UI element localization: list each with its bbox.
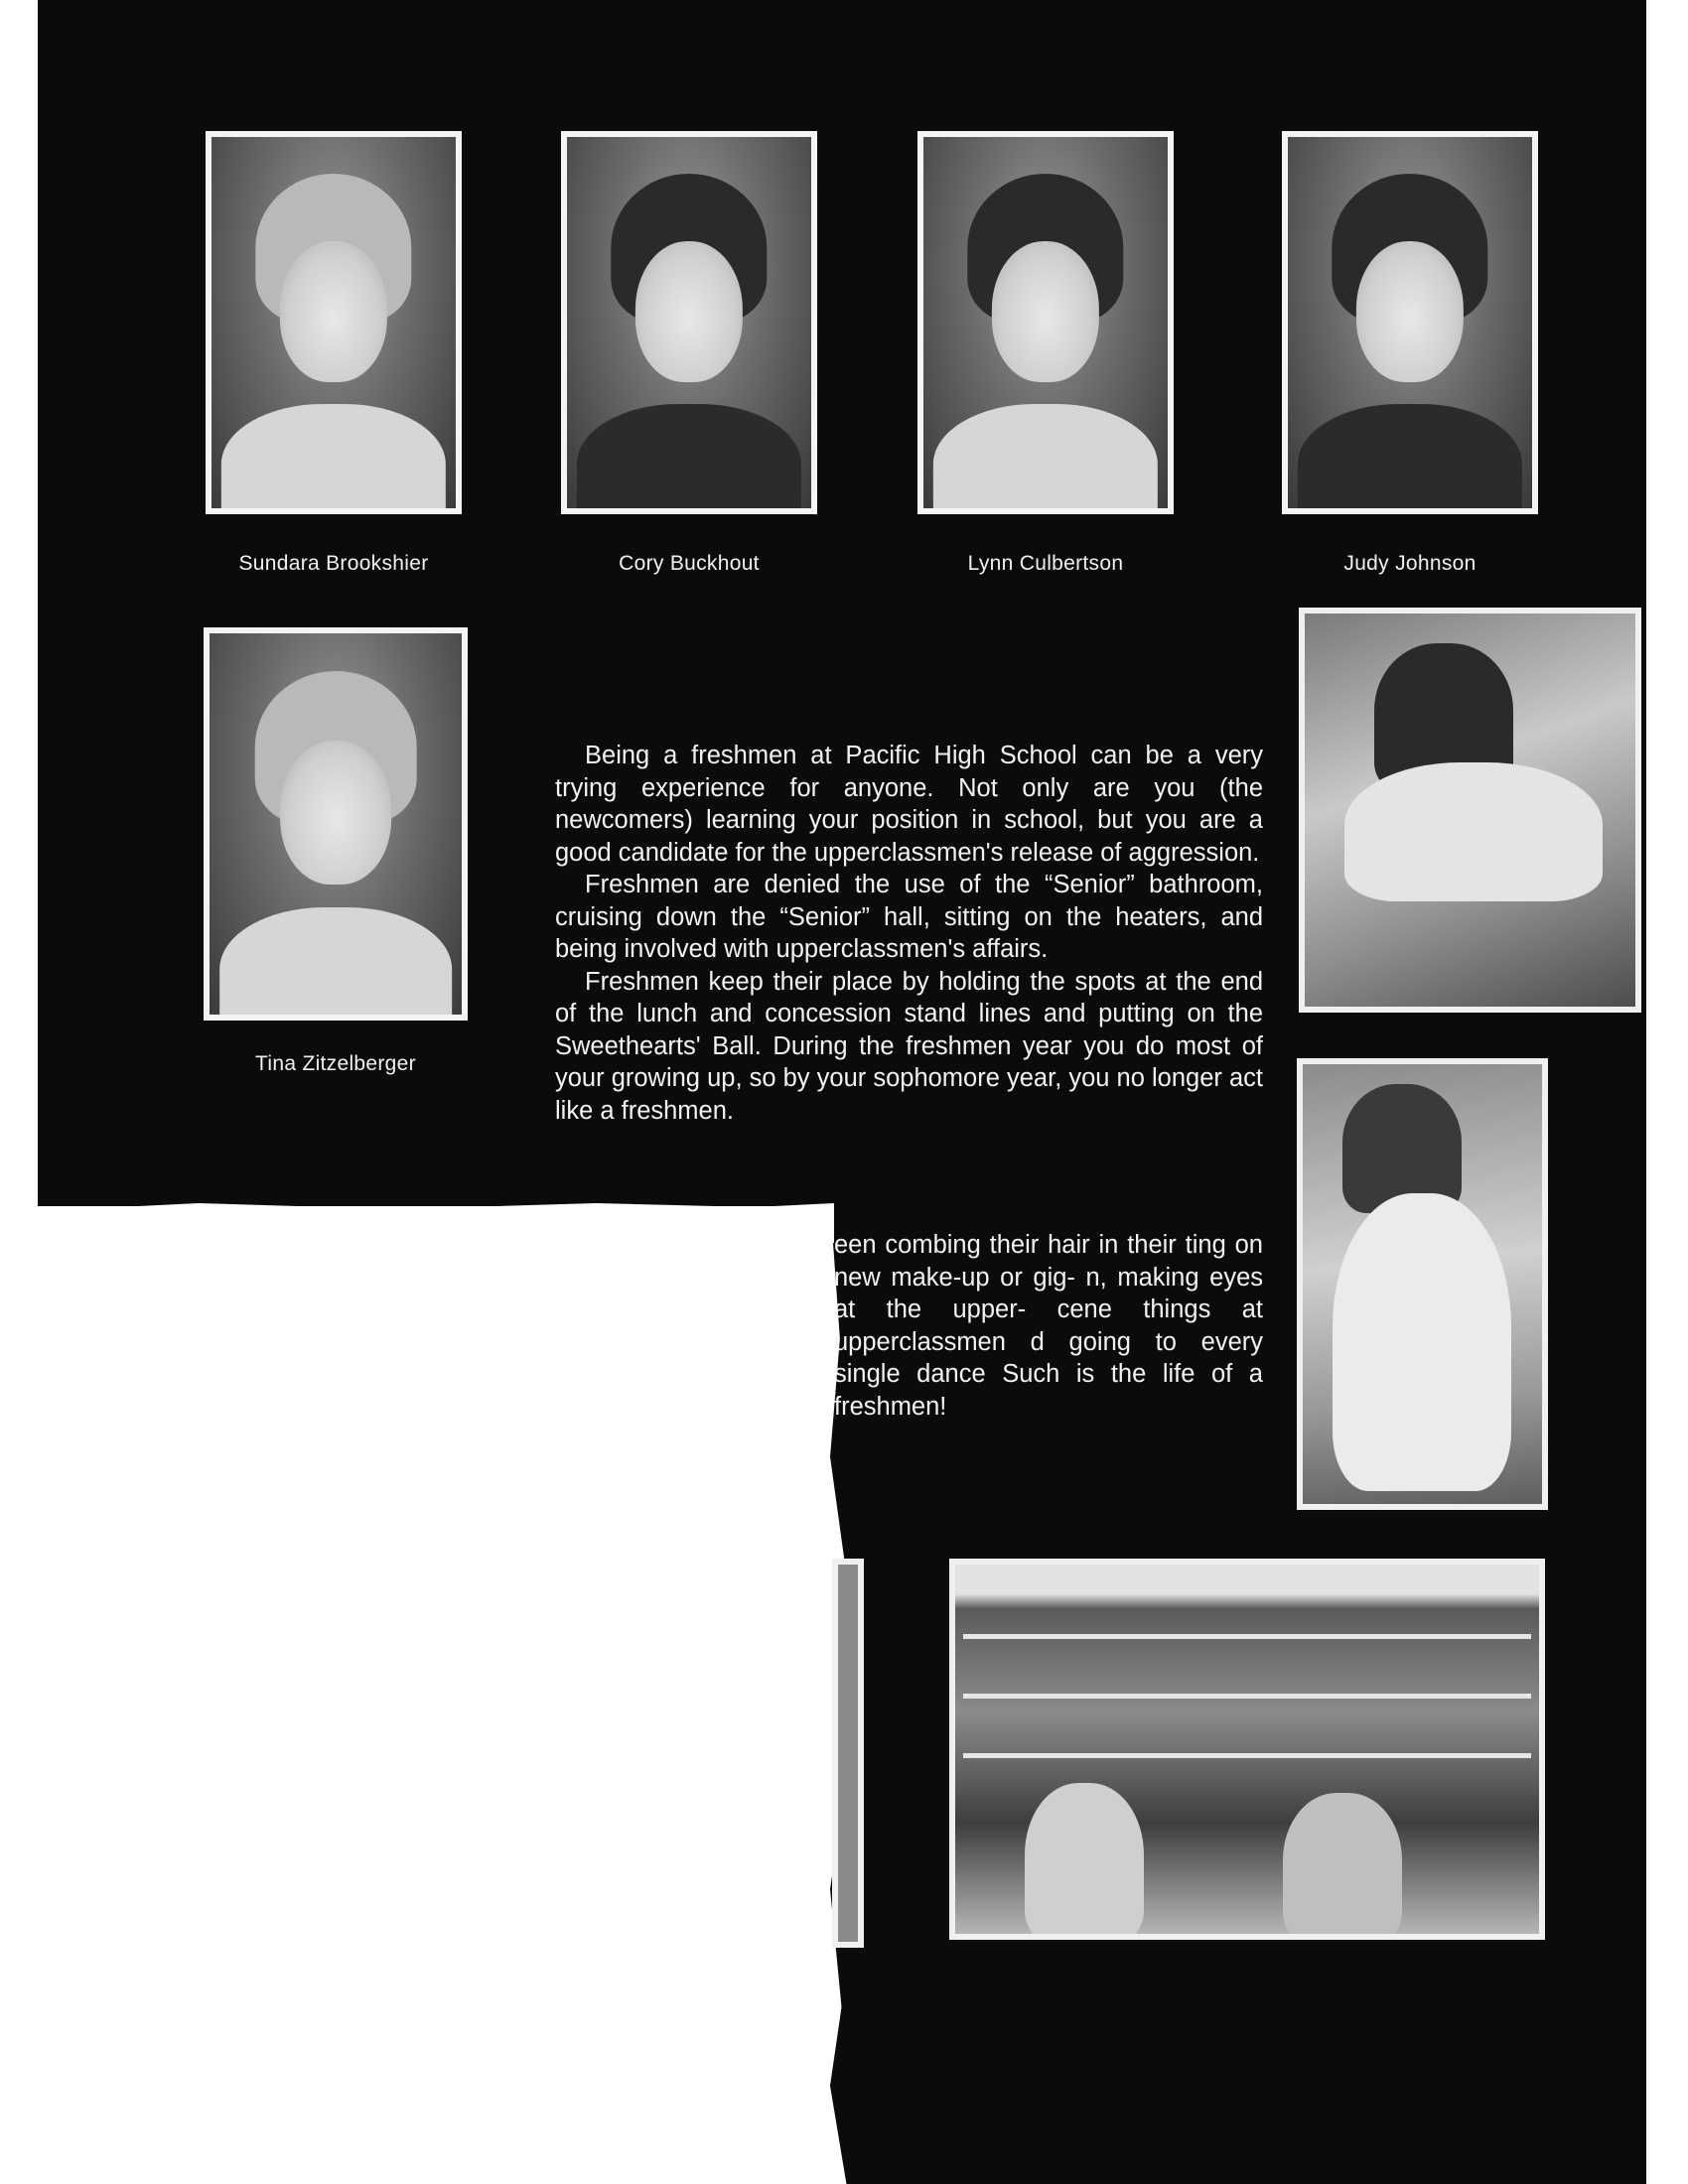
candid-photo-student-hallway [1297, 1058, 1548, 1510]
portrait-caption: Sundara Brookshier [238, 552, 429, 575]
paragraph-fragment: een combing their hair in their ting on new make-up or gig- n, making eyes at the upper- cene things at upperclassmen d going to every single dance Such is the life of a freshmen! [834, 1231, 1263, 1421]
portrait-caption: Judy Johnson [1343, 552, 1477, 575]
portrait-caption: Cory Buckhout [619, 552, 760, 575]
portrait-photo [561, 131, 817, 514]
portrait-caption: Lynn Culbertson [967, 552, 1124, 575]
paragraph: Freshmen keep their place by holding the spots at the end of the lunch and concession stand lines and putting on the Sweethearts' Ball. During the freshmen year you do most of your growing up, so by your sophomore year, you no longer act like a freshmen. [555, 967, 1263, 1125]
portrait-caption: Tina Zitzelberger [255, 1052, 416, 1075]
candid-photo-student-writing [1299, 608, 1641, 1013]
candid-photo-library [949, 1559, 1545, 1940]
paragraph: Being a freshmen at Pacific High School can be a very trying experience for anyone. Not only are you (the newcomers) learning your position in school, but you are a good candidate for the upperclassmen's release of aggression. [555, 742, 1263, 867]
portrait-photo [917, 131, 1174, 514]
paragraph: Freshmen are denied the use of the “Senior” bathroom, cruising down the “Senior” hall, sitting on the heaters, and being involved with upperclassmen's affairs. [555, 871, 1263, 963]
candid-photo-partial [832, 1559, 864, 1948]
article-body [555, 740, 1263, 1127]
portrait-photo [204, 627, 468, 1021]
portrait-photo [206, 131, 462, 514]
torn-edge [40, 1203, 834, 1243]
article-body-fragment [834, 1229, 1263, 1423]
portrait-photo [1282, 131, 1538, 514]
